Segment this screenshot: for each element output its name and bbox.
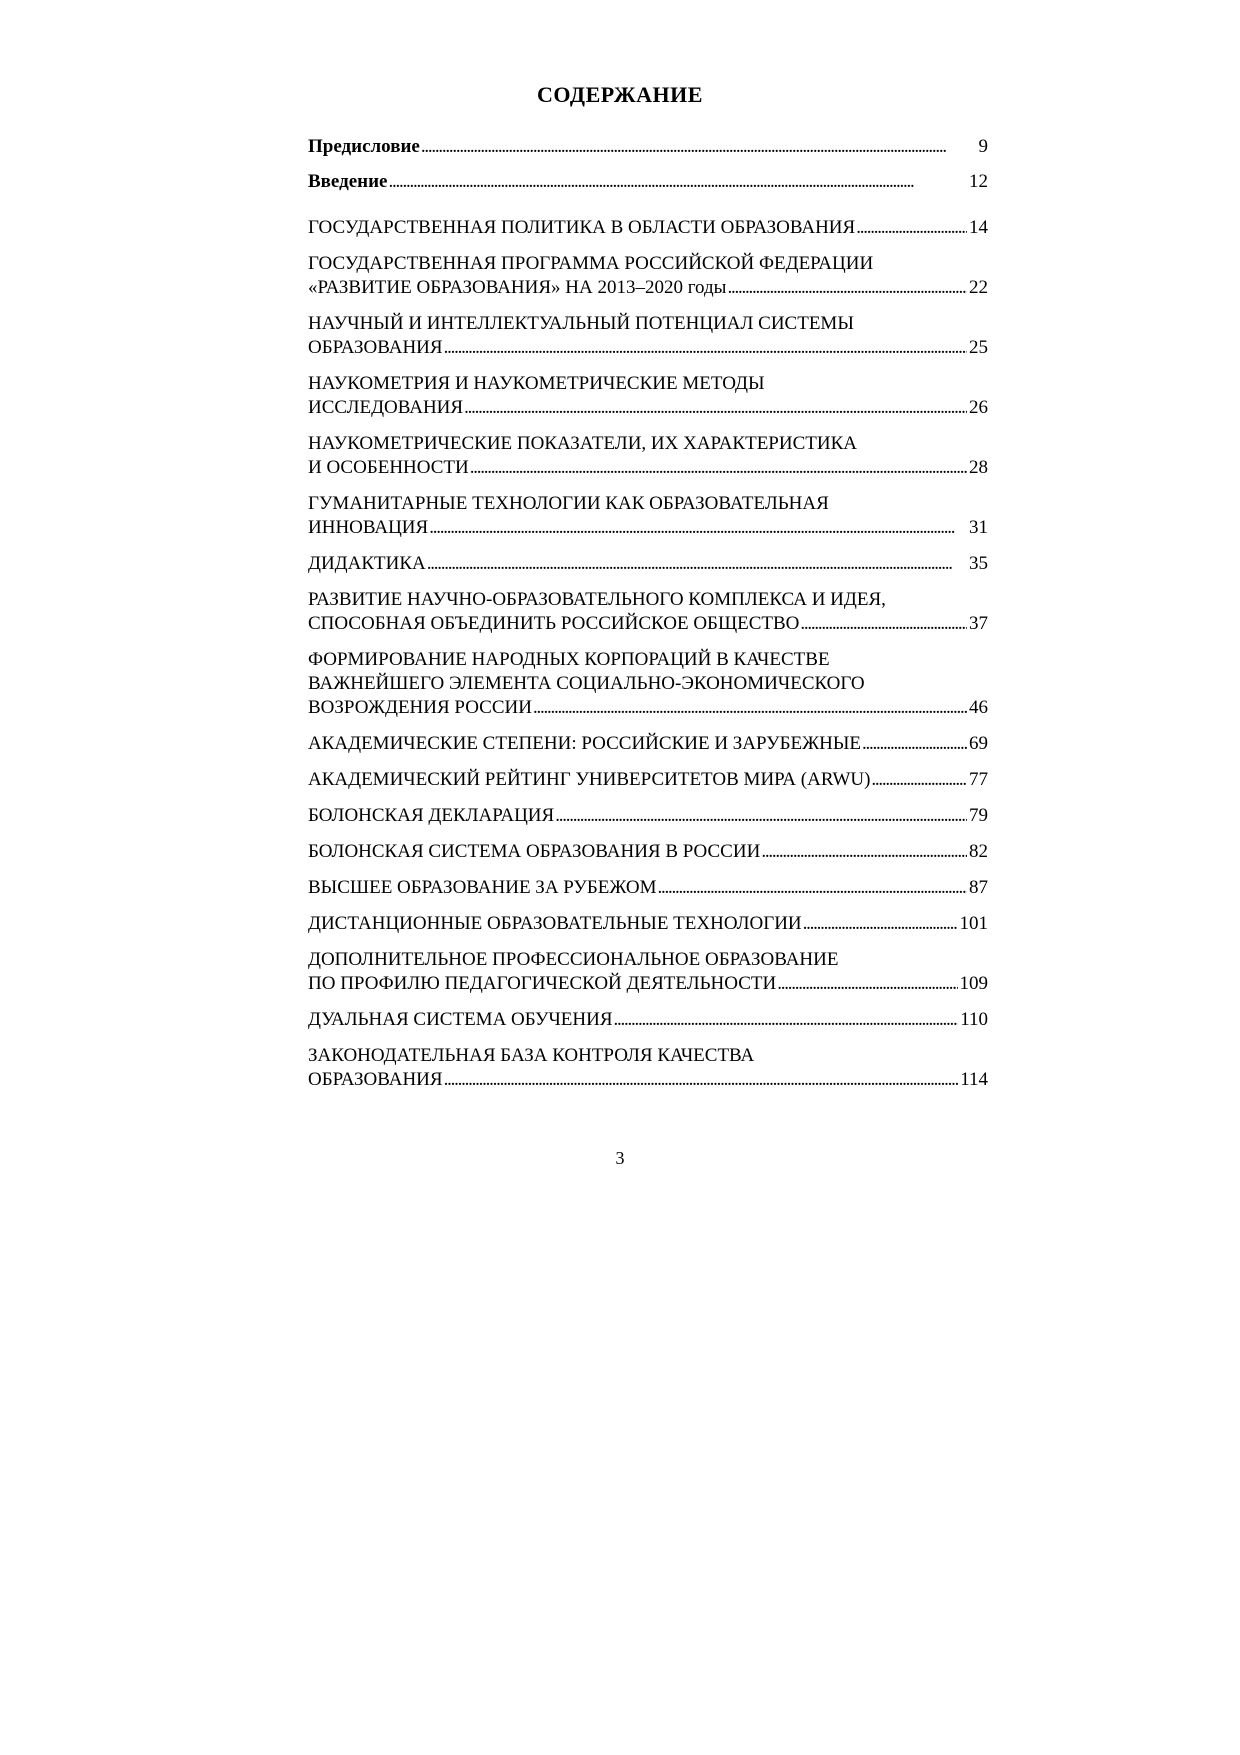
toc-entry bbox=[308, 372, 988, 420]
toc-entry-title-line: «РАЗВИТИЕ ОБРАЗОВАНИЯ» НА 2013–2020 годы bbox=[308, 277, 727, 298]
toc-entry-page-number: 79 bbox=[969, 805, 988, 826]
toc-entry-title-line: НАУКОМЕТРИЧЕСКИЕ ПОКАЗАТЕЛИ, ИХ ХАРАКТЕРИСТИКА bbox=[308, 433, 857, 454]
toc-entry bbox=[308, 1008, 988, 1032]
toc-entry-page-number: 114 bbox=[960, 1069, 988, 1090]
toc-entry bbox=[308, 876, 988, 900]
toc-entry-row bbox=[308, 840, 988, 864]
toc-entry-row bbox=[308, 135, 988, 159]
toc-entry bbox=[308, 804, 988, 828]
toc-entry-row bbox=[308, 876, 988, 900]
toc-entry bbox=[308, 135, 988, 159]
toc-entry-page-number: 82 bbox=[969, 841, 988, 862]
toc-entry-row bbox=[308, 1068, 988, 1092]
dot-leader bbox=[444, 336, 967, 360]
toc-entry bbox=[308, 432, 988, 480]
toc-entry-title-line: Введение bbox=[308, 171, 388, 192]
toc-entry bbox=[308, 170, 988, 194]
toc-entry bbox=[308, 840, 988, 864]
toc-entry-title-line: ИННОВАЦИЯ bbox=[308, 517, 429, 538]
toc-entry-title-line: ГОСУДАРСТВЕННАЯ ПРОГРАММА РОССИЙСКОЙ ФЕДЕРАЦИИ bbox=[308, 253, 874, 274]
toc-entry-row bbox=[308, 972, 988, 996]
toc-entry-page-number: 110 bbox=[960, 1009, 988, 1030]
toc-entry bbox=[308, 648, 988, 720]
toc-entry-row bbox=[308, 336, 988, 360]
dot-leader bbox=[658, 876, 967, 900]
toc-entry-page-number: 37 bbox=[969, 613, 988, 634]
toc-entry-row bbox=[308, 216, 988, 240]
toc-entry-title-line: ПО ПРОФИЛЮ ПЕДАГОГИЧЕСКОЙ ДЕЯТЕЛЬНОСТИ bbox=[308, 973, 777, 994]
page-number: 3 bbox=[615, 1148, 625, 1168]
toc-entry bbox=[308, 216, 988, 240]
toc-entry-title-line: ФОРМИРОВАНИЕ НАРОДНЫХ КОРПОРАЦИЙ В КАЧЕСТВЕ bbox=[308, 649, 830, 670]
toc-entry-row bbox=[308, 552, 988, 576]
dot-leader bbox=[429, 516, 967, 540]
dot-leader bbox=[614, 1008, 959, 1032]
toc-entry-row bbox=[308, 170, 988, 194]
dot-leader bbox=[533, 696, 967, 720]
toc-entry-row bbox=[308, 276, 988, 300]
toc-entry-page-number: 69 bbox=[969, 733, 988, 754]
toc-entry-row bbox=[308, 516, 988, 540]
toc-entry-page-number: 109 bbox=[959, 973, 988, 994]
dot-leader bbox=[389, 170, 968, 194]
toc-entry-row bbox=[308, 396, 988, 420]
dot-leader bbox=[761, 840, 967, 864]
toc-entry-row bbox=[308, 456, 988, 480]
toc-entry-title-line: ГОСУДАРСТВЕННАЯ ПОЛИТИКА В ОБЛАСТИ ОБРАЗОВАНИЯ bbox=[308, 217, 856, 238]
toc-entry bbox=[308, 492, 988, 540]
toc-entry-title-line: ОБРАЗОВАНИЯ bbox=[308, 337, 443, 358]
dot-leader bbox=[421, 135, 977, 159]
dot-leader bbox=[470, 456, 967, 480]
toc-entry bbox=[308, 588, 988, 636]
toc-entry-title-line: ОБРАЗОВАНИЯ bbox=[308, 1069, 443, 1090]
toc-entry-page-number: 14 bbox=[969, 217, 988, 238]
toc-entry-title-line: АКАДЕМИЧЕСКИЙ РЕЙТИНГ УНИВЕРСИТЕТОВ МИРА (ARWU) bbox=[308, 769, 871, 790]
toc-entry-page-number: 12 bbox=[969, 171, 988, 192]
toc-entry-page-number: 87 bbox=[969, 877, 988, 898]
toc-entry-page-number: 26 bbox=[969, 397, 988, 418]
toc-entry-row bbox=[308, 732, 988, 756]
toc-entry-title-line: СПОСОБНАЯ ОБЪЕДИНИТЬ РОССИЙСКОЕ ОБЩЕСТВО bbox=[308, 613, 800, 634]
toc-entry-title-line: ВЫСШЕЕ ОБРАЗОВАНИЕ ЗА РУБЕЖОМ bbox=[308, 877, 657, 898]
dot-leader bbox=[727, 276, 967, 300]
toc-entry-title-line: БОЛОНСКАЯ СИСТЕМА ОБРАЗОВАНИЯ В РОССИИ bbox=[308, 841, 761, 862]
dot-leader bbox=[555, 804, 967, 828]
toc-entry-row bbox=[308, 804, 988, 828]
toc-entry-title-line: ВАЖНЕЙШЕГО ЭЛЕМЕНТА СОЦИАЛЬНО-ЭКОНОМИЧЕСКОГО bbox=[308, 673, 865, 694]
dot-leader bbox=[464, 396, 967, 420]
toc-entry-page-number: 22 bbox=[969, 277, 988, 298]
toc-entry-row bbox=[308, 768, 988, 792]
toc-entry-title-line: НАУКОМЕТРИЯ И НАУКОМЕТРИЧЕСКИЕ МЕТОДЫ bbox=[308, 373, 765, 394]
toc-entry-title-line: БОЛОНСКАЯ ДЕКЛАРАЦИЯ bbox=[308, 805, 555, 826]
toc-entry-page-number: 101 bbox=[959, 913, 988, 934]
toc-entry-title-line: ДИДАКТИКА bbox=[308, 553, 426, 574]
dot-leader bbox=[862, 732, 967, 756]
toc-entry-page-number: 31 bbox=[969, 517, 988, 538]
dot-leader bbox=[871, 768, 967, 792]
toc-entry-title-line: РАЗВИТИЕ НАУЧНО-ОБРАЗОВАТЕЛЬНОГО КОМПЛЕКСА И ИДЕЯ, bbox=[308, 589, 886, 610]
dot-leader bbox=[444, 1068, 959, 1092]
toc-entry bbox=[308, 948, 988, 996]
toc-entry bbox=[308, 552, 988, 576]
toc-entry-title-line: ДОПОЛНИТЕЛЬНОЕ ПРОФЕССИОНАЛЬНОЕ ОБРАЗОВАНИЕ bbox=[308, 949, 839, 970]
toc-entry-title-line: ВОЗРОЖДЕНИЯ РОССИИ bbox=[308, 697, 532, 718]
toc-entry-page-number: 9 bbox=[978, 136, 988, 157]
toc-entry-title-line: Предисловие bbox=[308, 136, 420, 157]
toc-entry-title-line: ГУМАНИТАРНЫЕ ТЕХНОЛОГИИ КАК ОБРАЗОВАТЕЛЬНАЯ bbox=[308, 493, 829, 514]
page-title: СОДЕРЖАНИЕ bbox=[537, 82, 703, 107]
dot-leader bbox=[777, 972, 957, 996]
toc-entry-row bbox=[308, 696, 988, 720]
toc-entry-row bbox=[308, 612, 988, 636]
toc-entry-title-line: И ОСОБЕННОСТИ bbox=[308, 457, 469, 478]
toc-entry-page-number: 77 bbox=[969, 769, 988, 790]
dot-leader bbox=[427, 552, 967, 576]
dot-leader bbox=[803, 912, 958, 936]
dot-leader bbox=[800, 612, 967, 636]
dot-leader bbox=[856, 216, 967, 240]
toc-entry bbox=[308, 912, 988, 936]
toc-entry-page-number: 28 bbox=[969, 457, 988, 478]
toc-entry-row bbox=[308, 1008, 988, 1032]
toc-entry-page-number: 25 bbox=[969, 337, 988, 358]
toc-entry-title-line: ДИСТАНЦИОННЫЕ ОБРАЗОВАТЕЛЬНЫЕ ТЕХНОЛОГИИ bbox=[308, 913, 802, 934]
toc-entry bbox=[308, 312, 988, 360]
toc-entry-row bbox=[308, 912, 988, 936]
toc-entry-title-line: АКАДЕМИЧЕСКИЕ СТЕПЕНИ: РОССИЙСКИЕ И ЗАРУБЕЖНЫЕ bbox=[308, 733, 862, 754]
toc-entry bbox=[308, 252, 988, 300]
toc-entry-title-line: ЗАКОНОДАТЕЛЬНАЯ БАЗА КОНТРОЛЯ КАЧЕСТВА bbox=[308, 1045, 755, 1066]
toc-entry bbox=[308, 732, 988, 756]
table-of-contents bbox=[308, 135, 988, 1104]
toc-entry bbox=[308, 1044, 988, 1092]
toc-entry-title-line: ИССЛЕДОВАНИЯ bbox=[308, 397, 464, 418]
toc-entry bbox=[308, 768, 988, 792]
toc-entry-title-line: ДУАЛЬНАЯ СИСТЕМА ОБУЧЕНИЯ bbox=[308, 1009, 613, 1030]
toc-entry-title-line: НАУЧНЫЙ И ИНТЕЛЛЕКТУАЛЬНЫЙ ПОТЕНЦИАЛ СИСТЕМЫ bbox=[308, 313, 854, 334]
toc-entry-page-number: 46 bbox=[969, 697, 988, 718]
toc-entry-page-number: 35 bbox=[969, 553, 988, 574]
